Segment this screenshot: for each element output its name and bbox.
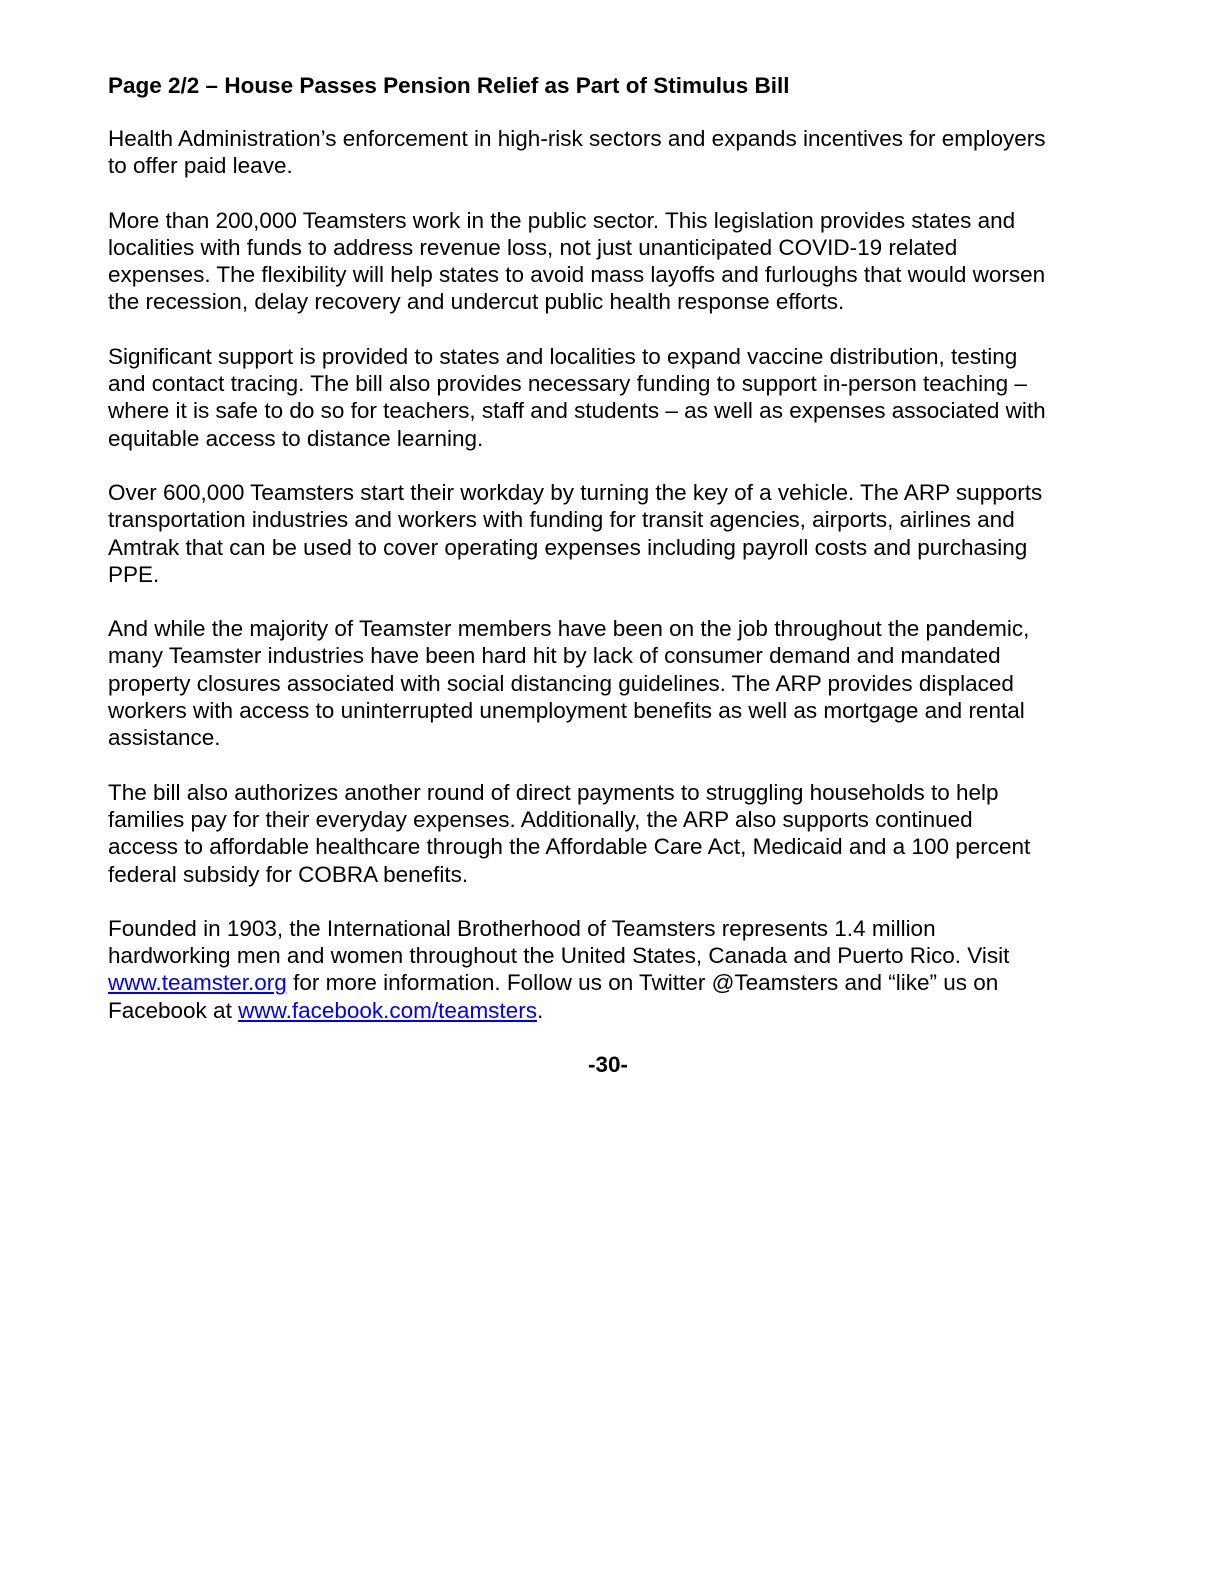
- paragraph-text: for more information. Follow us on Twitter @Teamsters and “like” us on: [286, 970, 999, 996]
- paragraph-line: And while the majority of Teamster members have been on the job throughout the pandemic,: [108, 616, 1030, 642]
- paragraph-vaccine-support: [108, 343, 1108, 452]
- paragraph-line: Amtrak that can be used to cover operating expenses including payroll costs and purchasing: [108, 534, 1028, 560]
- paragraph-line: families pay for their everyday expenses. Additionally, the ARP also supports continued: [108, 806, 973, 832]
- paragraph-line: Significant support is provided to states and localities to expand vaccine distribution, testing: [108, 343, 1018, 369]
- paragraph-line: property closures associated with social distancing guidelines. The ARP provides displaced: [108, 670, 1014, 696]
- end-mark: -30-: [587, 1052, 628, 1078]
- teamster-website-link[interactable]: www.teamster.org: [108, 970, 287, 996]
- page-heading: Page 2/2 – House Passes Pension Relief as Part of Stimulus Bill: [108, 73, 790, 98]
- paragraph-line: federal subsidy for COBRA benefits.: [108, 861, 469, 887]
- paragraph-line: hardworking men and women throughout the United States, Canada and Puerto Rico. Visit: [108, 943, 1010, 969]
- paragraph-line: transportation industries and workers with funding for transit agencies, airports, airlines and: [108, 507, 1015, 533]
- paragraph-line: Founded in 1903, the International Brotherhood of Teamsters represents 1.4 million: [108, 915, 936, 941]
- paragraph-line: to offer paid leave.: [108, 153, 293, 179]
- document-page: [108, 72, 1108, 1079]
- paragraph-line: where it is safe to do so for teachers, staff and students – as well as expenses associated with: [108, 398, 1046, 424]
- paragraph-line: [108, 997, 1108, 1024]
- paragraph-public-sector: [108, 207, 1108, 316]
- paragraph-line: More than 200,000 Teamsters work in the public sector. This legislation provides states and: [108, 207, 1016, 233]
- paragraph-text: Facebook at: [108, 997, 239, 1023]
- paragraph-line: The bill also authorizes another round of direct payments to struggling households to help: [108, 779, 999, 805]
- paragraph-line: equitable access to distance learning.: [108, 425, 484, 451]
- paragraph-transportation: [108, 479, 1108, 588]
- paragraph-direct-payments: [108, 779, 1108, 888]
- paragraph-line: Health Administration’s enforcement in high-risk sectors and expands incentives for employers: [108, 126, 1046, 151]
- paragraph-line: expenses. The flexibility will help states to avoid mass layoffs and furloughs that would worsen: [108, 262, 1046, 288]
- paragraph-line: many Teamster industries have been hard hit by lack of consumer demand and mandated: [108, 643, 1001, 669]
- paragraph-line: assistance.: [108, 725, 221, 751]
- paragraph-line: PPE.: [108, 561, 160, 587]
- facebook-link[interactable]: www.facebook.com/teamsters: [238, 997, 537, 1023]
- paragraph-line: access to affordable healthcare through the Affordable Care Act, Medicaid and a 100 percent: [108, 834, 1031, 860]
- paragraph-line: and contact tracing. The bill also provides necessary funding to support in-person teaching –: [108, 371, 1027, 397]
- paragraph-paid-leave: [108, 125, 1108, 180]
- paragraph-boilerplate: [108, 915, 1108, 1024]
- paragraph-line: Over 600,000 Teamsters start their workday by turning the key of a vehicle. The ARP supports: [108, 479, 1043, 505]
- paragraph-text: .: [536, 997, 544, 1023]
- paragraph-displaced-workers: [108, 615, 1108, 751]
- paragraph-line: the recession, delay recovery and undercut public health response efforts.: [108, 289, 845, 315]
- paragraph-line: workers with access to uninterrupted unemployment benefits as well as mortgage and rental: [108, 698, 1025, 724]
- paragraph-line: localities with funds to address revenue loss, not just unanticipated COVID-19 related: [108, 234, 958, 260]
- paragraph-line: [108, 969, 1108, 996]
